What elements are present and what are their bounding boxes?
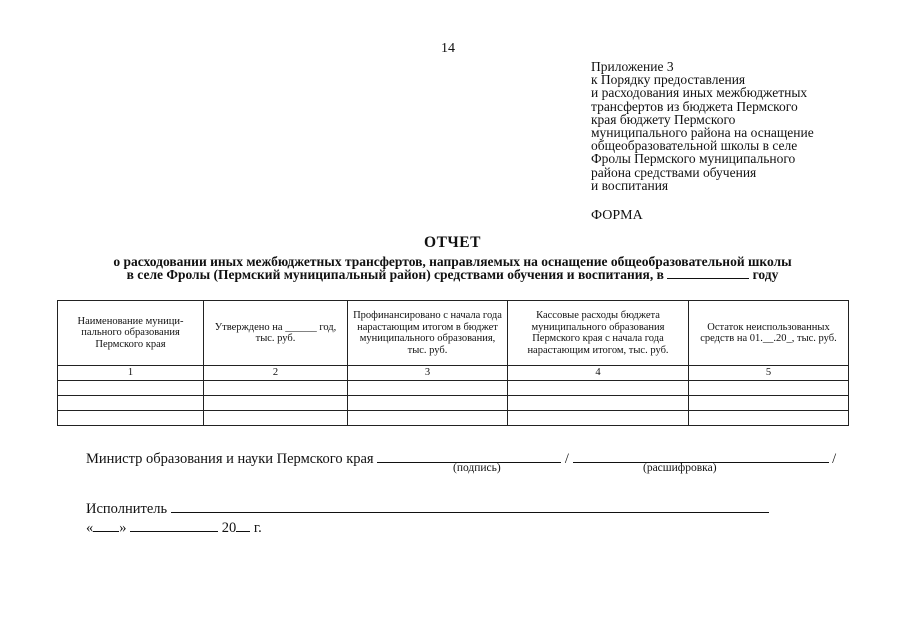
table-cell[interactable] xyxy=(508,381,689,396)
appendix-line: Приложение 3 xyxy=(591,59,674,74)
table-header-cell: Наименование муници-пального образования Пермского края xyxy=(58,301,204,366)
form-label: ФОРМА xyxy=(591,208,643,223)
report-subtitle-prefix: в селе Фролы (Пермский муниципальный район) средствами обучения и воспитания, в xyxy=(126,267,664,282)
year-blank xyxy=(667,267,749,279)
page-number: 14 xyxy=(441,41,455,56)
table-row xyxy=(58,381,849,396)
table-cell[interactable] xyxy=(689,396,849,411)
appendix-heading xyxy=(591,60,814,192)
executor-line[interactable] xyxy=(171,499,769,513)
column-number-cell: 5 xyxy=(689,366,849,381)
table-cell[interactable] xyxy=(204,411,348,426)
appendix-line: к Порядку предоставления xyxy=(591,72,746,88)
report-table xyxy=(57,300,849,426)
executor-label: Исполнитель xyxy=(86,501,168,517)
date-row xyxy=(86,518,262,537)
signature-separator-end: / xyxy=(832,451,837,467)
table-row xyxy=(58,396,849,411)
table-header-cell: Утверждено на ______ год, тыс. руб. xyxy=(204,301,348,366)
appendix-line: края бюджету Пермского xyxy=(591,111,736,127)
signature-caption: (подпись) xyxy=(453,462,501,474)
table-cell[interactable] xyxy=(58,381,204,396)
year-digits-blank[interactable] xyxy=(236,518,250,532)
report-title: ОТЧЕТ xyxy=(424,234,481,251)
date-open-quote: « xyxy=(86,520,94,536)
appendix-line: и расходования иных межбюджетных xyxy=(591,85,808,101)
table-column-number-row xyxy=(58,366,849,381)
month-blank[interactable] xyxy=(130,518,218,532)
table-header-cell: Остаток неиспользованных средств на 01.__.20_, тыс. руб. xyxy=(689,301,849,366)
signature-separator: / xyxy=(564,451,569,467)
executor-row xyxy=(86,499,769,518)
year-suffix: г. xyxy=(253,520,262,536)
year-prefix: 20 xyxy=(221,520,237,536)
appendix-line: трансфертов из бюджета Пермского xyxy=(591,98,798,114)
table-row xyxy=(58,411,849,426)
report-subtitle-line1: о расходовании иных межбюджетных трансфертов, направляемых на оснащение общеобразовательной школы xyxy=(113,254,792,269)
table-cell[interactable] xyxy=(204,396,348,411)
table-cell[interactable] xyxy=(348,396,508,411)
table-cell[interactable] xyxy=(508,396,689,411)
appendix-line: общеобразовательной школы в селе xyxy=(591,138,798,154)
day-blank[interactable] xyxy=(93,518,119,532)
date-close-quote: » xyxy=(119,520,127,536)
appendix-line: Фролы Пермского муниципального xyxy=(591,151,796,167)
signature-line[interactable] xyxy=(377,448,561,463)
minister-label: Министр образования и науки Пермского края xyxy=(86,451,374,467)
table-header-cell: Кассовые расходы бюджета муниципального образования Пермского края с начала года нарастающим итогом, тыс. руб. xyxy=(508,301,689,366)
report-subtitle-line2 xyxy=(0,267,905,283)
table-cell[interactable] xyxy=(348,381,508,396)
table-cell[interactable] xyxy=(204,381,348,396)
table-header-cell: Профинансировано с начала года нарастающим итогом в бюджет муниципального образования, тыс. руб. xyxy=(348,301,508,366)
table-cell[interactable] xyxy=(58,411,204,426)
decoding-line[interactable] xyxy=(573,448,829,463)
table-header-row xyxy=(58,301,849,366)
table-cell[interactable] xyxy=(58,396,204,411)
table-cell[interactable] xyxy=(689,411,849,426)
column-number-cell: 3 xyxy=(348,366,508,381)
column-number-cell: 4 xyxy=(508,366,689,381)
table-cell[interactable] xyxy=(348,411,508,426)
decoding-caption: (расшифровка) xyxy=(643,462,717,474)
appendix-line: муниципального района на оснащение xyxy=(591,125,814,141)
column-number-cell: 1 xyxy=(58,366,204,381)
appendix-line: и воспитания xyxy=(591,177,669,193)
appendix-line: района средствами обучения xyxy=(591,164,757,180)
column-number-cell: 2 xyxy=(204,366,348,381)
table-cell[interactable] xyxy=(508,411,689,426)
table-cell[interactable] xyxy=(689,381,849,396)
report-subtitle-suffix: году xyxy=(752,267,779,282)
